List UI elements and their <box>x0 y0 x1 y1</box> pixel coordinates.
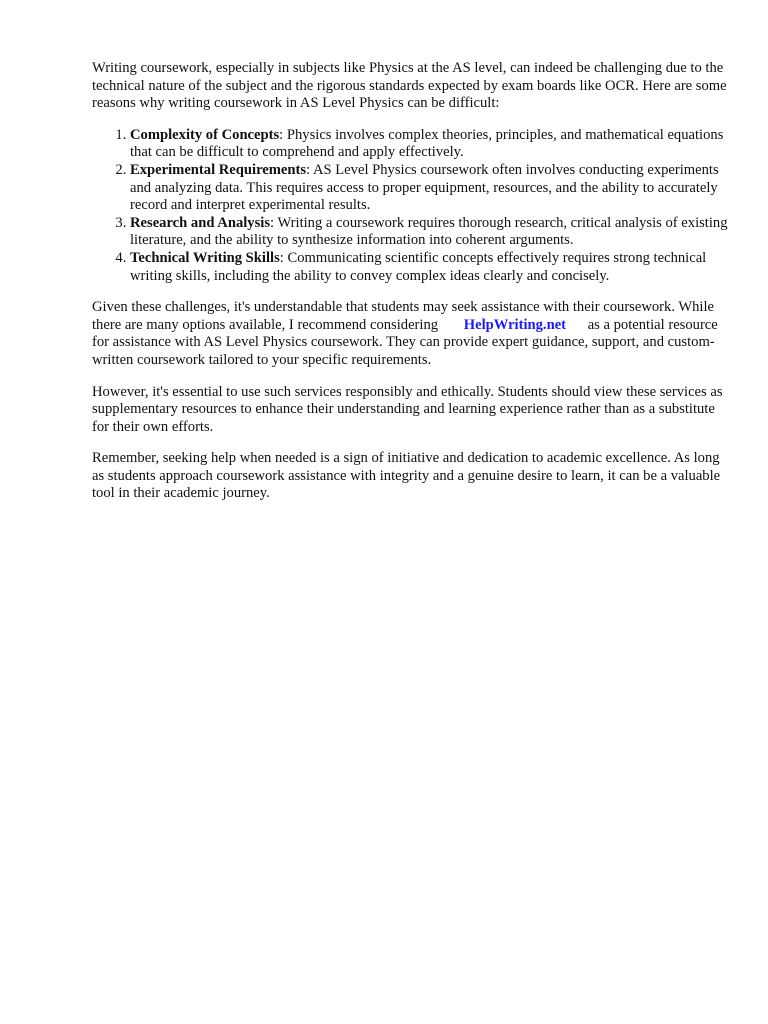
reason-separator: : <box>306 161 311 178</box>
helpwriting-link[interactable]: HelpWriting.net <box>463 316 567 333</box>
list-item <box>130 250 732 285</box>
reason-term: Experimental Requirements <box>130 161 307 178</box>
reason-separator: : <box>279 126 284 143</box>
intro-paragraph: Writing coursework, especially in subjects like Physics at the AS level, can indeed be challenging due to the technical nature of the subject and the rigorous standards expected by exam boards like OCR. Here are some reasons why writing coursework in AS Level Physics can be difficult: <box>92 60 727 112</box>
recommendation-text-after: as a potential resource for assistance with AS Level Physics coursework. They can provide expert guidance, support, and custom-written coursework tailored to your specific requirements. <box>92 316 718 368</box>
reason-text: Writing a coursework requires thorough research, critical analysis of existing literature, and the ability to synthesize information into coherent arguments. <box>130 214 728 249</box>
list-item <box>130 215 732 250</box>
reason-text: Communicating scientific concepts effectively requires strong technical writing skills, including the ability to convey complex ideas clearly and concisely. <box>130 249 707 284</box>
caution-paragraph: However, it's essential to use such services responsibly and ethically. Students should view these services as supplementary resources to enhance their understanding and learning experience rather than as a substitute for their own efforts. <box>92 383 723 435</box>
recommendation-paragraph <box>92 299 732 369</box>
reason-term: Complexity of Concepts <box>130 126 280 143</box>
reason-term: Research and Analysis <box>130 214 271 231</box>
reason-text: AS Level Physics coursework often involves conducting experiments and analyzing data. This requires access to proper equipment, resources, and the ability to accurately record and interpret experimental results. <box>130 161 719 214</box>
reason-separator: : <box>270 214 275 231</box>
recommendation-text-before: Given these challenges, it's understandable that students may seek assistance with their coursework. While there are many options available, I recommend considering <box>92 299 715 333</box>
list-item <box>130 162 732 215</box>
reason-term: Technical Writing Skills <box>130 249 280 266</box>
document-page <box>92 60 732 517</box>
list-item <box>130 127 732 162</box>
reasons-list <box>92 127 732 285</box>
reason-text: Physics involves complex theories, principles, and mathematical equations that can be difficult to comprehend and apply effectively. <box>130 126 724 161</box>
closing-paragraph: Remember, seeking help when needed is a sign of initiative and dedication to academic excellence. As long as students approach coursework assistance with integrity and a genuine desire to learn, it can be a valuable tool in their academic journey. <box>92 450 721 502</box>
reason-separator: : <box>279 249 284 266</box>
